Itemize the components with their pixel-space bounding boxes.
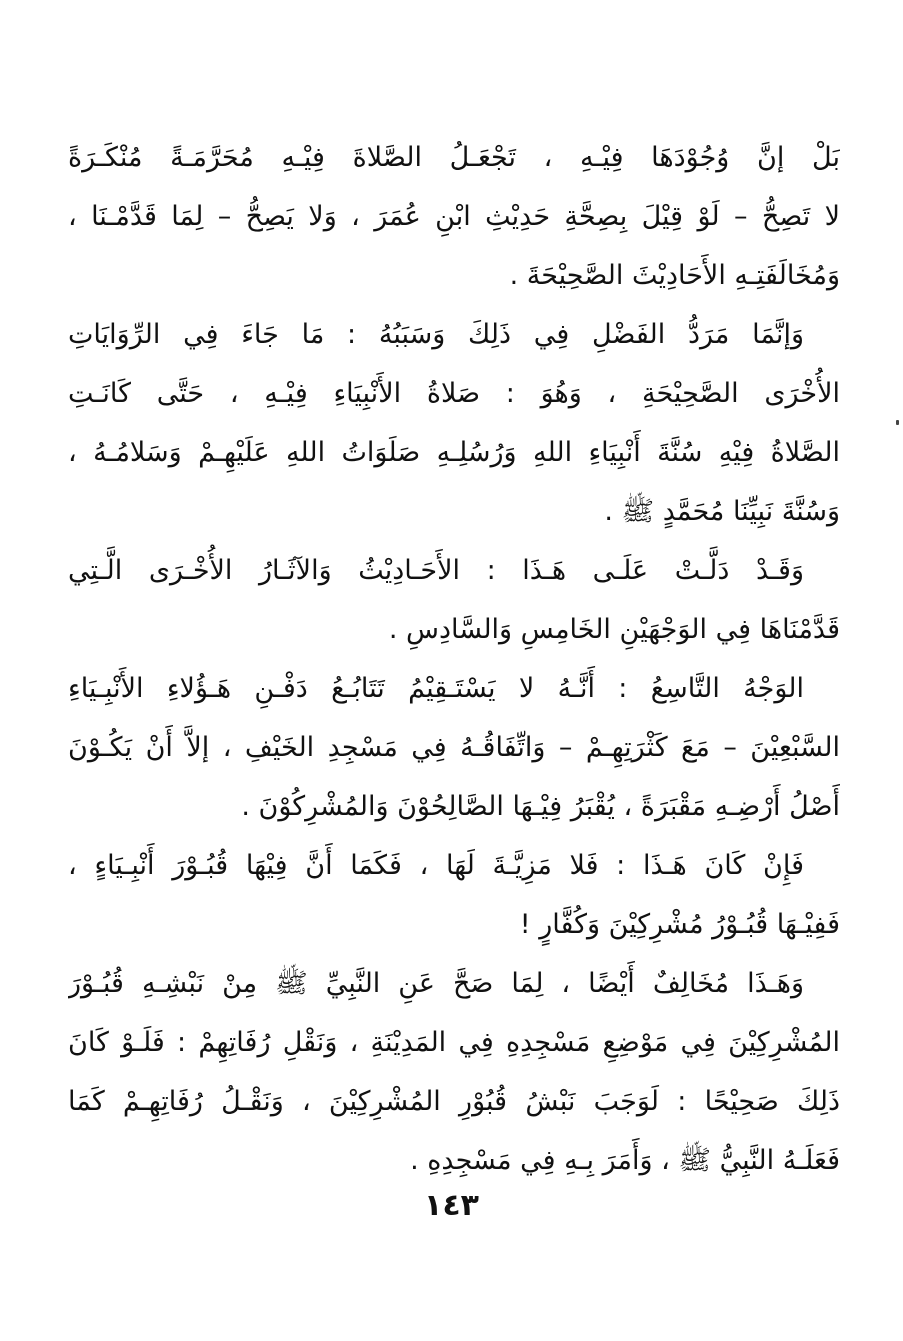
scan-speck xyxy=(896,420,899,425)
text-line: فَفِيْـهَا قُبُـوْرُ مُشْرِكِيْنَ وَكُفَّارٍ ! xyxy=(519,909,840,940)
text-line: قَدَّمْنَاهَا فِي الوَجْهَيْنِ الخَامِسِ وَالسَّادِسِ . xyxy=(388,614,840,645)
page-number: ١٤٣ xyxy=(424,1188,479,1223)
text-line: الصَّلاةُ فِيْهِ سُنَّةَ أَنْبِيَاءِ اللهِ وَرُسُلِـهِ صَلَوَاتُ اللهِ عَلَيْهِـمْ وَسَلامُـهُ ، xyxy=(68,437,840,468)
text-line: الأُخْرَى الصَّحِيْحَةِ ، وَهُوَ : صَلاةُ الأَنْبِيَاءِ فِيْـهِ ، حَتَّى كَانَـتِ xyxy=(68,378,840,409)
text-line: وَهَـذَا مُخَالِفٌ أَيْضًا ، لِمَا صَحَّ عَنِ النَّبِيِّ ﷺ مِنْ نَبْشِـهِ قُبُـوْرَ xyxy=(68,968,804,999)
text-line: الوَجْهُ التَّاسِعُ : أَنَّـهُ لا يَسْتَـقِيْمُ تَتَابُـعُ دَفْـنِ هَـؤُلاءِ الأَنْبِـيَاءِ xyxy=(68,673,804,704)
text-line: لا تَصِحُّ – لَوْ قِيْلَ بِصِحَّةِ حَدِيْثِ ابْنِ عُمَرَ ، وَلا يَصِحُّ – لِمَا قَدَّمْـنَا ، xyxy=(68,201,840,232)
text-line: المُشْرِكِيْنَ فِي مَوْضِعِ مَسْجِدِهِ فِي المَدِيْنَةِ ، وَنَقْلِ رُفَاتِهِمْ : فَلَـوْ كَانَ xyxy=(68,1027,840,1058)
text-line: أَصْلُ أَرْضِـهِ مَقْبَرَةً ، يُقْبَرُ فِيْـهَا الصَّالِحُوْنَ وَالمُشْرِكُوْنَ . xyxy=(241,791,840,822)
text-line: وَقَـدْ دَلَّـتْ عَلَـى هَـذَا : الأَحَـادِيْثُ وَالآثَـارُ الأُخْـرَى الَّـتِي xyxy=(68,555,804,586)
text-line: فَإِنْ كَانَ هَـذَا : فَلا مَزِيَّـةَ لَهَا ، فَكَمَا أَنَّ فِيْهَا قُبُـوْرَ أَنْبِـيَاءٍ ، xyxy=(68,850,804,881)
text-line: فَعَلَـهُ النَّبِيُّ ﷺ ، وَأَمَرَ بِـهِ فِي مَسْجِدِهِ . xyxy=(410,1145,840,1176)
text-line: وَسُنَّةَ نَبِيِّنَا مُحَمَّدٍ ﷺ . xyxy=(604,496,840,527)
text-line: بَلْ إنَّ وُجُوْدَهَا فِيْـهِ ، تَجْعَـلُ الصَّلاةَ فِيْـهِ مُحَرَّمَـةً مُنْكَـرَةً xyxy=(68,142,840,173)
text-line: ذَلِكَ صَحِيْحًا : لَوَجَبَ نَبْشُ قُبُوْرِ المُشْرِكِيْنَ ، وَنَقْـلُ رُفَاتِهِـمْ كَمَا xyxy=(68,1086,840,1117)
text-line: وَمُخَالَفَتِـهِ الأَحَادِيْثَ الصَّحِيْحَةَ . xyxy=(509,260,840,291)
text-line: وَإنَّمَا مَرَدُّ الفَضْلِ فِي ذَلِكَ وَسَبَبُهُ : مَا جَاءَ فِي الرِّوَايَاتِ xyxy=(68,319,804,350)
body-text xyxy=(68,128,840,1190)
text-line: السَّبْعِيْنَ – مَعَ كَثْرَتِهِـمْ – وَاتِّفَاقُـهُ فِي مَسْجِدِ الخَيْفِ ، إلاَّ أَنْ يَكُـوْنَ xyxy=(68,732,840,763)
